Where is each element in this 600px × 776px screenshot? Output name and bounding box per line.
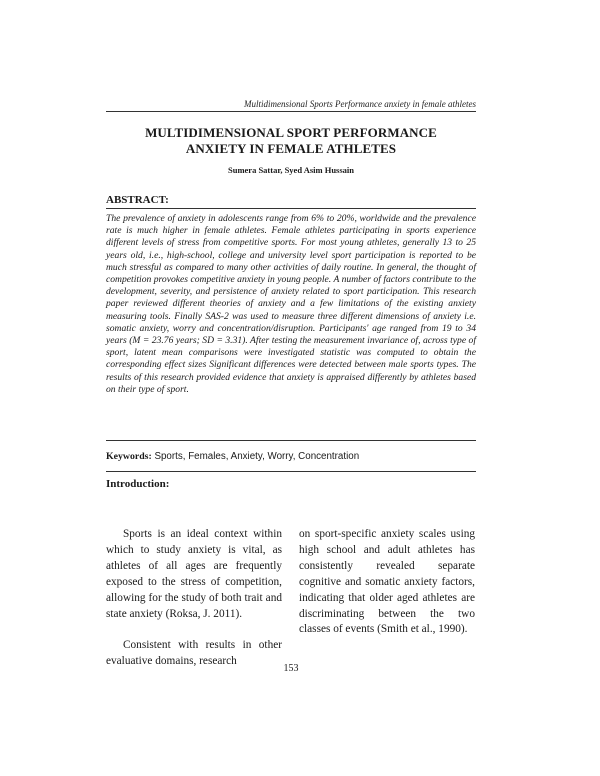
- title-line-1: MULTIDIMENSIONAL SPORT PERFORMANCE: [145, 125, 437, 140]
- header-rule: [106, 111, 476, 112]
- left-column: [106, 527, 282, 670]
- abstract-rule-bottom: [106, 440, 476, 441]
- right-paragraph-1: on sport-specific anxiety scales using high school and adult athletes has consistently revealed separate cognitive and somatic anxiety factors, indicating that older aged athletes are discriminating between the two classes of events (Smith et al., 1990).: [299, 528, 475, 636]
- authors: Sumera Sattar, Syed Asim Hussain: [227, 165, 355, 175]
- paper-title: [106, 125, 476, 157]
- running-head: Multidimensional Sports Performance anxiety in female athletes: [244, 99, 476, 109]
- keywords-rule: [106, 471, 476, 472]
- abstract-text: The prevalence of anxiety in adolescents range from 6% to 20%, worldwide and the prevalence rate is much higher in female athletes. Female athletes participating in sports experience different levels of stress from competitive sports. For most young athletes, generally 13 to 25 years old, i.e., high-school, college and university level sport participation is reported to be much stressful as compared to many other activities of daily routine. In general, the thought of competition provokes competitive anxiety in young people. A number of factors contribute to the development, severity, and persistence of anxiety related to sport participation. This research paper reviewed different theories of anxiety and a few limitations of the existing anxiety measuring tools. Finally SAS-2 was used to measure three different dimensions of anxiety i.e. somatic anxiety, worry and concentration/disruption. Participants' age ranged from 19 to 34 years (M = 23.76 years; SD = 3.31). After testing the measurement invariance of, across type of sport, latent mean comparisons were investigated statistic was computed to obtain the corresponding effect sizes Significant differences were detected between male sports types. The results of this research provided evidence that anxiety is appraised differently by athletes based on their type of sport.: [106, 213, 476, 395]
- abstract-rule-top: [106, 208, 476, 209]
- keywords-label: Keywords:: [106, 451, 152, 462]
- keywords-list: Sports, Females, Anxiety, Worry, Concentration: [151, 451, 360, 462]
- page-number: 153: [283, 663, 299, 674]
- keywords: [106, 451, 476, 462]
- left-paragraph-2: Consistent with results in other evaluative domains, research: [106, 639, 282, 668]
- introduction-heading: Introduction:: [106, 478, 170, 490]
- abstract-heading: ABSTRACT:: [106, 194, 169, 206]
- title-line-2: ANXIETY IN FEMALE ATHLETES: [185, 141, 397, 156]
- right-column: [299, 527, 475, 638]
- left-paragraph-1: Sports is an ideal context within which to study anxiety is vital, as athletes of all ages are frequently exposed to the stress of competition, allowing for the study of both trait and state anxiety (Roksa, J. 2011).: [106, 528, 282, 620]
